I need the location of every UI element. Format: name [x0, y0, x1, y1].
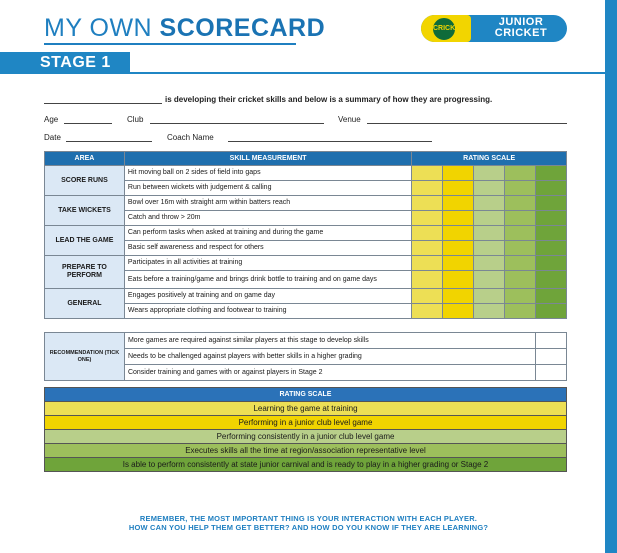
skill-cell: Engages positively at training and on game day: [124, 289, 411, 304]
rating-level-3: Performing consistently in a junior club level game: [45, 430, 567, 444]
logo-line2: CRICKET: [494, 27, 548, 39]
area-general: GENERAL: [45, 289, 125, 319]
table-row: [45, 226, 567, 241]
cricket-badge-icon: CRICKET: [421, 15, 471, 42]
rating-cell-2[interactable]: [443, 226, 474, 241]
recommendation-tick-box[interactable]: [536, 333, 567, 349]
rating-cell-5[interactable]: [536, 196, 567, 211]
footer-line2: HOW CAN YOU HELP THEM GET BETTER? AND HOW DO YOU KNOW IF THEY ARE LEARNING?: [128, 523, 489, 532]
rating-cell-4[interactable]: [505, 166, 536, 181]
skill-cell: Can perform tasks when asked at training and during the game: [124, 226, 411, 241]
area-prepare-to-perform: PREPARE TO PERFORM: [45, 256, 125, 289]
skill-cell: Wears appropriate clothing and footwear to training: [124, 304, 411, 319]
rating-cell-4[interactable]: [505, 241, 536, 256]
rating-cell-3[interactable]: [474, 289, 505, 304]
junior-cricket-logo: [421, 15, 567, 42]
age-field[interactable]: [64, 123, 112, 124]
area-lead-the-game: LEAD THE GAME: [45, 226, 125, 256]
venue-label: Venue: [338, 115, 361, 124]
logo-line1: JUNIOR: [498, 16, 544, 28]
rating-cell-1[interactable]: [412, 196, 443, 211]
stage-label: STAGE 1: [40, 54, 111, 71]
rating-cell-5[interactable]: [536, 304, 567, 319]
rating-cell-2[interactable]: [443, 196, 474, 211]
title-underline: [44, 43, 296, 45]
table-row: [45, 196, 567, 211]
recommendation-option: Consider training and games with or against players in Stage 2: [124, 365, 535, 381]
rating-cell-4[interactable]: [505, 271, 536, 289]
rating-cell-1[interactable]: [412, 241, 443, 256]
club-label: Club: [127, 115, 144, 124]
rating-level-2: Performing in a junior club level game: [45, 416, 567, 430]
rating-cell-1[interactable]: [412, 181, 443, 196]
coach-name-field[interactable]: [228, 141, 432, 142]
venue-field[interactable]: [367, 123, 567, 124]
rating-cell-2[interactable]: [443, 304, 474, 319]
rating-cell-5[interactable]: [536, 256, 567, 271]
recommendation-option: More games are required against similar players at this stage to develop skills: [124, 333, 535, 349]
rating-level-5: Is able to perform consistently at state junior carnival and is ready to play in a higher grading or Stage 2: [45, 458, 567, 472]
rating-cell-3[interactable]: [474, 256, 505, 271]
rating-cell-5[interactable]: [536, 226, 567, 241]
rating-cell-4[interactable]: [505, 304, 536, 319]
rating-cell-4[interactable]: [505, 181, 536, 196]
footer-line1: REMEMBER, THE MOST IMPORTANT THING IS YOUR INTERACTION WITH EACH PLAYER.: [139, 514, 478, 523]
rating-cell-5[interactable]: [536, 289, 567, 304]
rating-cell-3[interactable]: [474, 166, 505, 181]
skill-cell: Eats before a training/game and brings drink bottle to training and on game days: [124, 271, 411, 289]
area-header: AREA: [45, 152, 125, 166]
area-score-runs: SCORE RUNS: [45, 166, 125, 196]
rating-cell-1[interactable]: [412, 166, 443, 181]
rating-cell-2[interactable]: [443, 289, 474, 304]
rating-cell-5[interactable]: [536, 181, 567, 196]
page-title: MY OWN SCORECARD: [44, 14, 326, 42]
rating-cell-3[interactable]: [474, 241, 505, 256]
club-field[interactable]: [150, 123, 324, 124]
rating-cell-3[interactable]: [474, 271, 505, 289]
rating-cell-2[interactable]: [443, 181, 474, 196]
recommendation-tick-box[interactable]: [536, 365, 567, 381]
skill-cell: Bowl over 16m with straight arm within batters reach: [124, 196, 411, 211]
area-take-wickets: TAKE WICKETS: [45, 196, 125, 226]
rating-cell-4[interactable]: [505, 211, 536, 226]
rating-header: RATING SCALE: [412, 152, 567, 166]
date-field[interactable]: [66, 141, 152, 142]
table-row: [45, 256, 567, 271]
rating-cell-3[interactable]: [474, 181, 505, 196]
table-row: [45, 166, 567, 181]
rating-cell-3[interactable]: [474, 211, 505, 226]
rating-level-4: Executes skills all the time at region/association representative level: [45, 444, 567, 458]
rating-cell-5[interactable]: [536, 271, 567, 289]
rating-cell-1[interactable]: [412, 271, 443, 289]
rating-cell-2[interactable]: [443, 166, 474, 181]
recommendation-tick-box[interactable]: [536, 349, 567, 365]
rating-cell-4[interactable]: [505, 289, 536, 304]
age-label: Age: [44, 115, 59, 124]
rating-cell-5[interactable]: [536, 211, 567, 226]
player-name-field[interactable]: [44, 103, 162, 104]
stage-banner: [0, 52, 130, 74]
rating-cell-3[interactable]: [474, 226, 505, 241]
recommendation-option: Needs to be challenged against players with better skills in a higher grading: [124, 349, 535, 365]
date-label: Date: [44, 133, 61, 142]
recommendation-row: [45, 333, 567, 349]
rating-cell-1[interactable]: [412, 256, 443, 271]
skill-cell: Participates in all activities at training: [124, 256, 411, 271]
rating-cell-2[interactable]: [443, 271, 474, 289]
coach-label: Coach Name: [167, 133, 214, 142]
rating-cell-4[interactable]: [505, 256, 536, 271]
rating-cell-4[interactable]: [505, 226, 536, 241]
table-row: [45, 289, 567, 304]
stage-rule: [130, 72, 605, 74]
skill-cell: Catch and throw > 20m: [124, 211, 411, 226]
rating-cell-3[interactable]: [474, 304, 505, 319]
rating-cell-2[interactable]: [443, 211, 474, 226]
recommendation-label: RECOMMENDATION (TICK ONE): [45, 333, 125, 381]
skill-cell: Run between wickets with judgement & calling: [124, 181, 411, 196]
rating-cell-1[interactable]: [412, 211, 443, 226]
recommendation-table: [44, 332, 567, 381]
rating-cell-5[interactable]: [536, 166, 567, 181]
rating-scale-legend: [44, 387, 567, 472]
rating-cell-5[interactable]: [536, 241, 567, 256]
rating-scale-title: RATING SCALE: [45, 388, 567, 402]
rating-cell-2[interactable]: [443, 256, 474, 271]
skills-table: [44, 151, 567, 319]
rating-cell-1[interactable]: [412, 289, 443, 304]
rating-level-1: Learning the game at training: [45, 402, 567, 416]
skill-cell: Basic self awareness and respect for others: [124, 241, 411, 256]
rating-cell-1[interactable]: [412, 304, 443, 319]
rating-cell-3[interactable]: [474, 196, 505, 211]
skill-header: SKILL MEASUREMENT: [124, 152, 411, 166]
rating-cell-2[interactable]: [443, 241, 474, 256]
rating-cell-4[interactable]: [505, 196, 536, 211]
intro-text: is developing their cricket skills and below is a summary of how they are progressing.: [165, 95, 493, 104]
table-header: [45, 152, 567, 166]
rating-cell-1[interactable]: [412, 226, 443, 241]
skill-cell: Hit moving ball on 2 sides of field into gaps: [124, 166, 411, 181]
right-border: [605, 0, 617, 553]
